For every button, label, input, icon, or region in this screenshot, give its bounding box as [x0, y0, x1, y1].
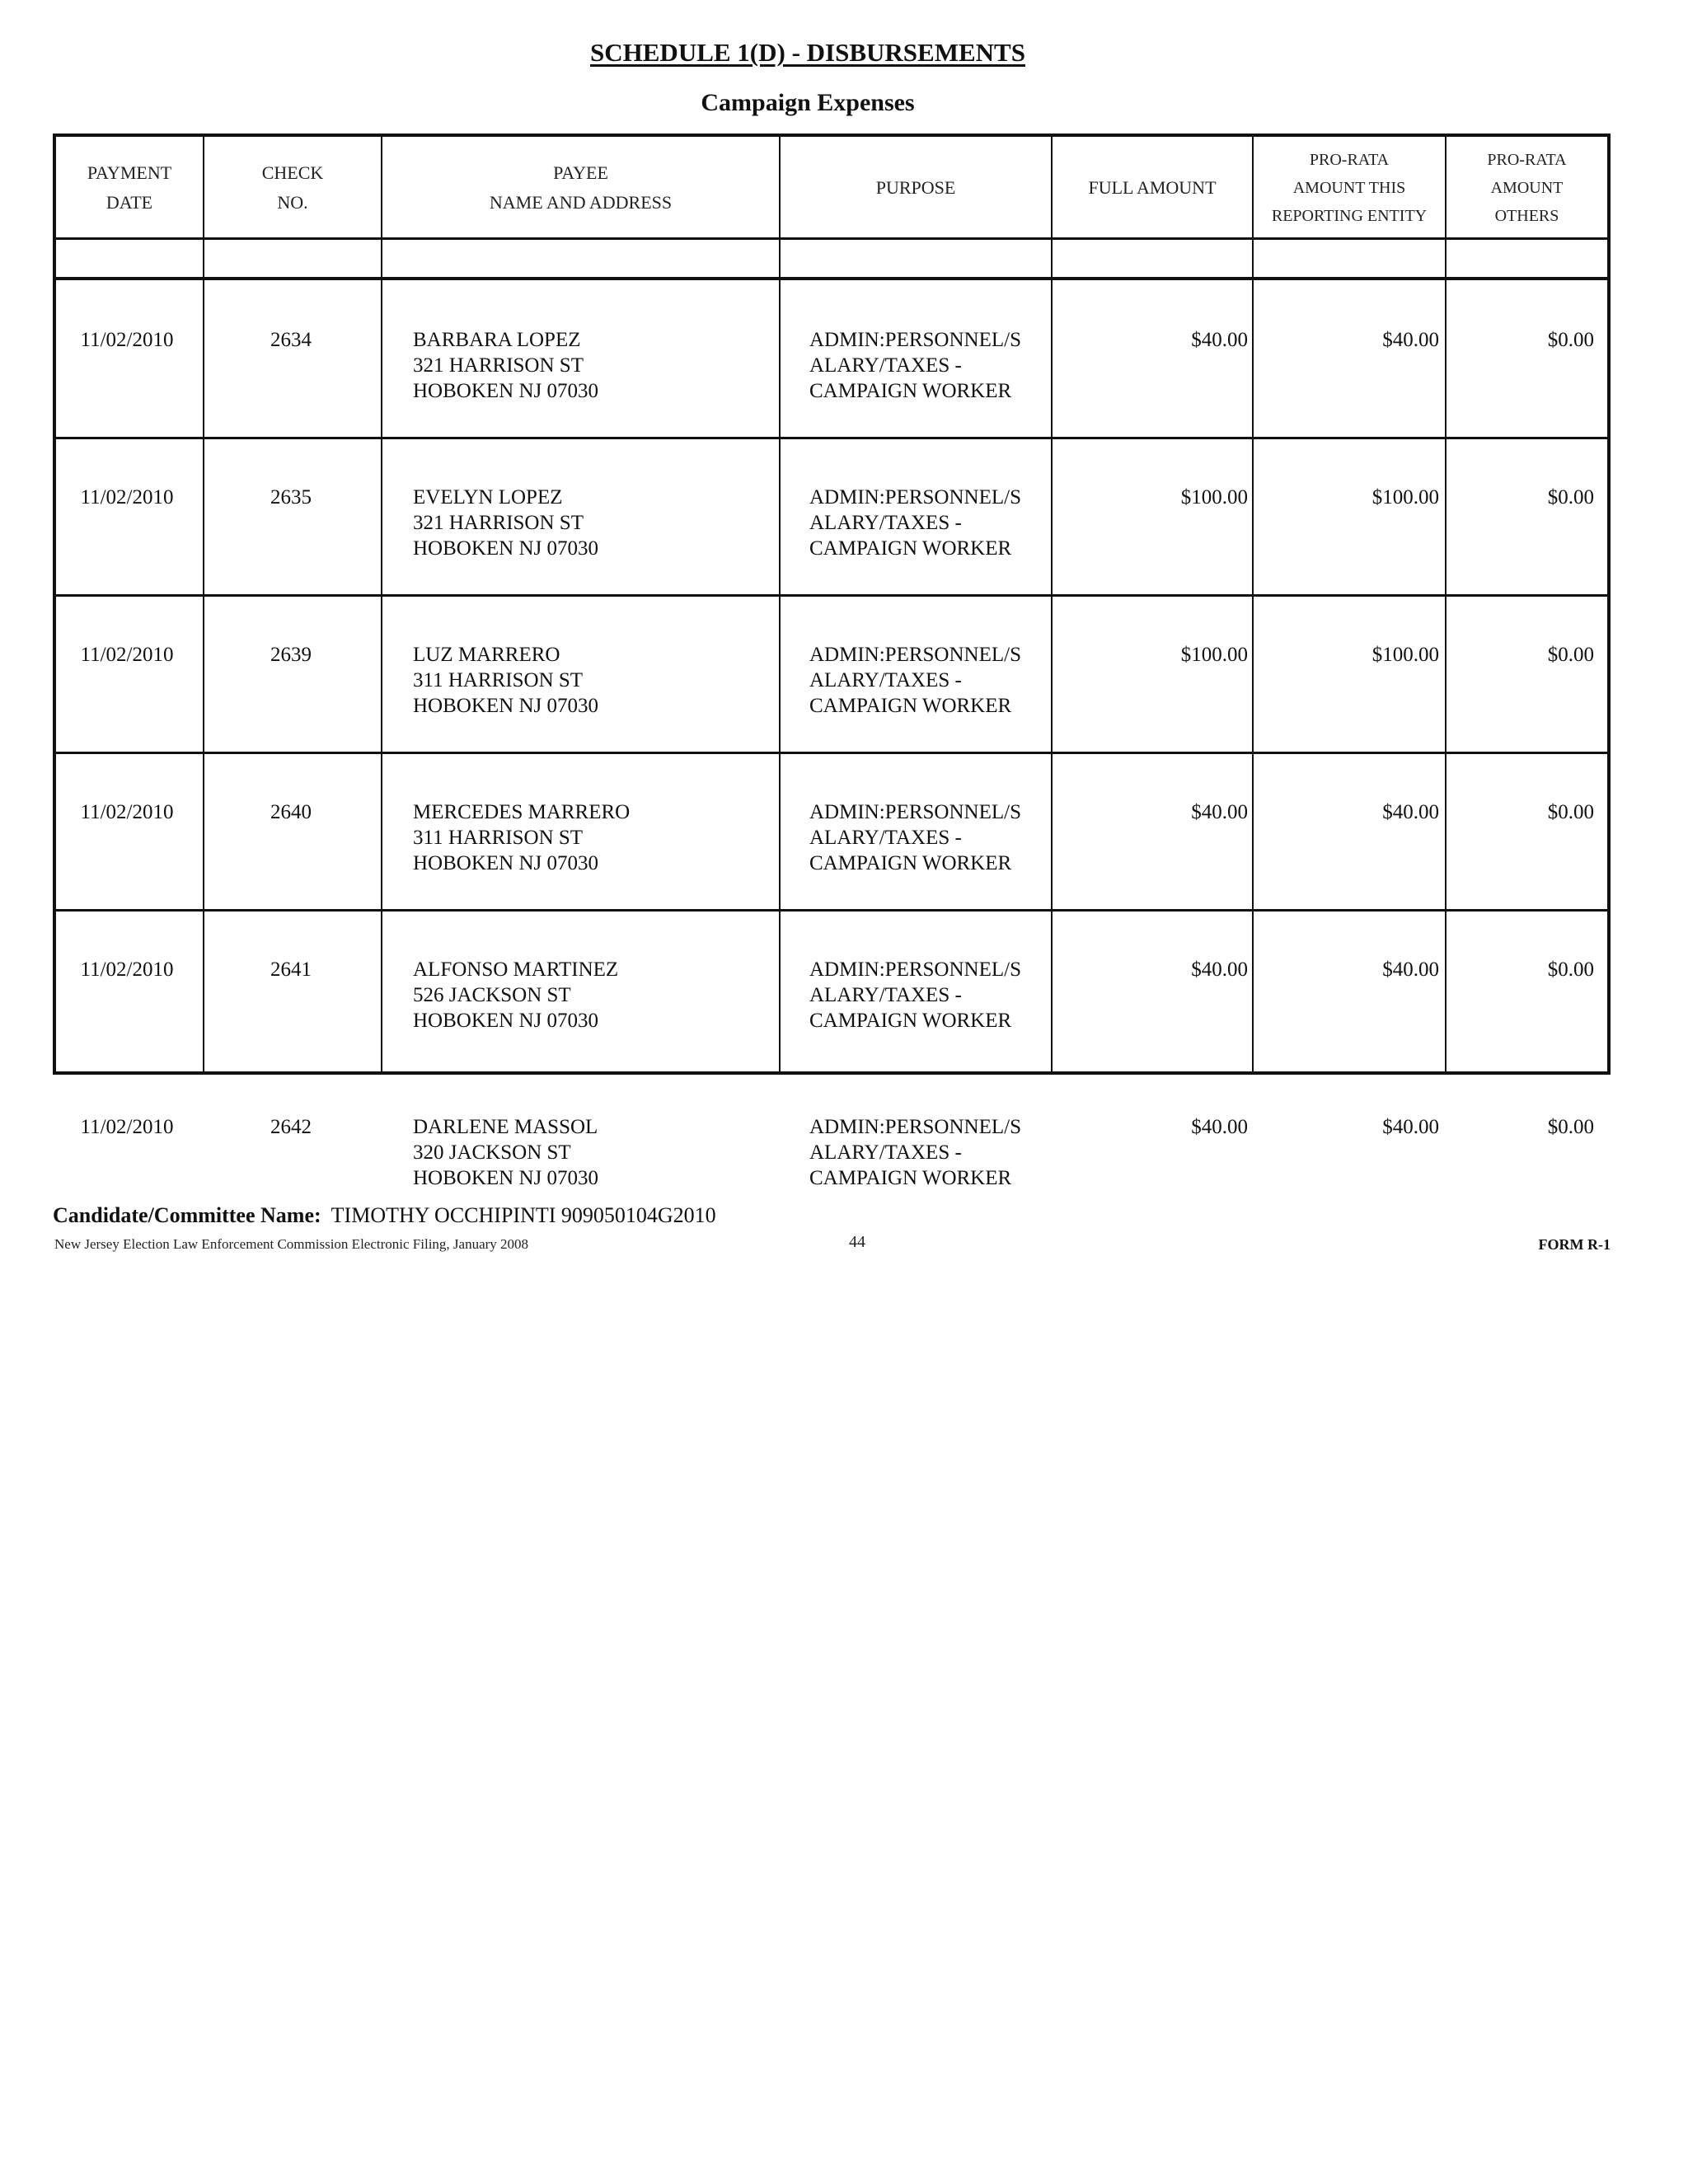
- payee-name-address: BARBARA LOPEZ 321 HARRISON ST HOBOKEN NJ 07030: [413, 329, 598, 402]
- check-number: 2635: [270, 486, 312, 509]
- check-number: 2634: [270, 329, 312, 351]
- pro-rata-others-amount: $0.00: [1547, 644, 1594, 666]
- filing-notice: New Jersey Election Law Enforcement Commission Electronic Filing, January 2008: [54, 1236, 529, 1252]
- table-row: [53, 749, 1611, 906]
- purpose: ADMIN:PERSONNEL/S ALARY/TAXES - CAMPAIGN WORKER: [809, 486, 1021, 560]
- header-payment-date: PAYMENT DATE: [87, 162, 172, 213]
- pro-rata-entity-amount: $40.00: [1382, 1116, 1439, 1138]
- header-pro-rata-entity: PRO-RATA AMOUNT THIS REPORTING ENTITY: [1271, 151, 1428, 225]
- form-id: FORM R-1: [1538, 1236, 1611, 1253]
- header-payee: PAYEE NAME AND ADDRESS: [489, 162, 673, 213]
- payee-name-address: LUZ MARRERO 311 HARRISON ST HOBOKEN NJ 07030: [413, 644, 598, 717]
- payee-name-address: ALFONSO MARTINEZ 526 JACKSON ST HOBOKEN NJ 07030: [413, 958, 619, 1032]
- table-row: [53, 434, 1611, 591]
- payment-date: 11/02/2010: [80, 801, 174, 823]
- check-number: 2642: [270, 1116, 312, 1138]
- check-number: 2639: [270, 644, 312, 666]
- purpose: ADMIN:PERSONNEL/S ALARY/TAXES - CAMPAIGN WORKER: [809, 329, 1021, 402]
- pro-rata-entity-amount: $100.00: [1372, 644, 1439, 666]
- full-amount: $100.00: [1180, 486, 1248, 509]
- committee-name: Candidate/Committee Name: TIMOTHY OCCHIPINTI 909050104G2010: [53, 1203, 716, 1227]
- full-amount: $40.00: [1191, 329, 1248, 351]
- full-amount: $40.00: [1191, 958, 1248, 981]
- pro-rata-entity-amount: $40.00: [1382, 958, 1439, 981]
- payee-name-address: MERCEDES MARRERO 311 HARRISON ST HOBOKEN NJ 07030: [413, 801, 631, 874]
- pro-rata-others-amount: $0.00: [1547, 1116, 1594, 1138]
- payee-name-address: DARLENE MASSOL 320 JACKSON ST HOBOKEN NJ 07030: [413, 1116, 598, 1189]
- payment-date: 11/02/2010: [80, 644, 174, 666]
- full-amount: $40.00: [1191, 1116, 1248, 1138]
- header-purpose: PURPOSE: [875, 177, 956, 198]
- table-row: [53, 592, 1611, 748]
- page-number: 44: [849, 1233, 865, 1251]
- page-subtitle: Campaign Expenses: [701, 89, 915, 116]
- payment-date: 11/02/2010: [80, 1116, 174, 1138]
- pro-rata-others-amount: $0.00: [1547, 801, 1594, 823]
- page-title: SCHEDULE 1(D) - DISBURSEMENTS: [590, 38, 1025, 67]
- table-row: [53, 1064, 1611, 1221]
- header-pro-rata-others: PRO-RATA AMOUNT OTHERS: [1487, 151, 1567, 225]
- payee-name-address: EVELYN LOPEZ 321 HARRISON ST HOBOKEN NJ 07030: [413, 486, 598, 560]
- full-amount: $40.00: [1191, 801, 1248, 823]
- table-row: [53, 277, 1611, 434]
- full-amount: $100.00: [1180, 644, 1248, 666]
- table-row: [53, 907, 1611, 1063]
- pro-rata-entity-amount: $100.00: [1372, 486, 1439, 509]
- pro-rata-others-amount: $0.00: [1547, 329, 1594, 351]
- payment-date: 11/02/2010: [80, 958, 174, 981]
- pro-rata-entity-amount: $40.00: [1382, 329, 1439, 351]
- pro-rata-entity-amount: $40.00: [1382, 801, 1439, 823]
- check-number: 2641: [270, 958, 312, 981]
- purpose: ADMIN:PERSONNEL/S ALARY/TAXES - CAMPAIGN WORKER: [809, 801, 1021, 874]
- header-check-no: CHECK NO.: [261, 162, 324, 213]
- purpose: ADMIN:PERSONNEL/S ALARY/TAXES - CAMPAIGN WORKER: [809, 644, 1021, 717]
- check-number: 2640: [270, 801, 312, 823]
- payment-date: 11/02/2010: [80, 329, 174, 351]
- purpose: ADMIN:PERSONNEL/S ALARY/TAXES - CAMPAIGN WORKER: [809, 1116, 1021, 1189]
- pro-rata-others-amount: $0.00: [1547, 486, 1594, 509]
- header-full-amount: FULL AMOUNT: [1088, 177, 1217, 198]
- pro-rata-others-amount: $0.00: [1547, 958, 1594, 981]
- purpose: ADMIN:PERSONNEL/S ALARY/TAXES - CAMPAIGN WORKER: [809, 958, 1021, 1032]
- payment-date: 11/02/2010: [80, 486, 174, 509]
